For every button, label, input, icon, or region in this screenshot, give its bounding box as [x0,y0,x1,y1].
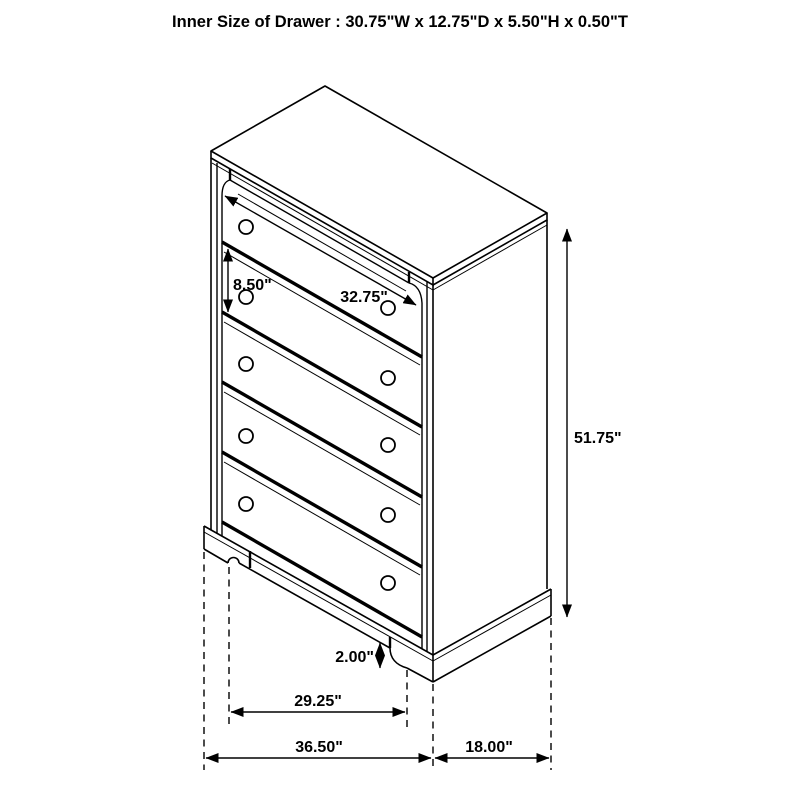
base-right-foot-scroll [390,648,407,668]
base-molding-top-side [433,589,551,655]
base-right-foot-floor [407,668,433,682]
knob-icon [239,497,253,511]
dimension-label: 51.75" [574,430,622,447]
dimension-label: 8.50" [233,277,272,294]
extension-lines [204,552,551,770]
chest-drawing [204,86,551,682]
dimension-feet-inner-spacing [231,693,405,712]
dimension-label: 32.75" [340,289,388,306]
dimension-label: 36.50" [295,739,343,756]
knob-icon [381,371,395,385]
base [204,526,551,682]
dimension-overall-height [567,229,622,617]
knob-icon [381,576,395,590]
base-molding-lip-front [204,532,433,661]
dimension-label: 18.00" [465,739,513,756]
knob-icon [381,438,395,452]
drawer-gap-line [222,312,422,427]
knob-icon [239,220,253,234]
base-bottom-side [433,616,551,682]
dimension-label: 29.25" [294,693,342,710]
base-left-foot-floor [204,549,228,563]
base-left-foot-scroll [228,558,239,564]
drawer-3 [224,322,420,452]
knob-icon [239,429,253,443]
dimension-overall-depth [435,739,549,758]
dimension-foot-height [335,643,380,668]
dimension-label: 2.00" [335,649,374,666]
opening-left-corner [222,180,230,536]
base-molding-lip-side [433,595,551,661]
dimension-overall-width [206,739,431,758]
opening-right-corner [409,283,422,649]
diagram-title: Inner Size of Drawer : 30.75"W x 12.75"D x 5.50"H x 0.50"T [172,13,628,31]
top-panel [211,86,547,290]
knob-icon [381,508,395,522]
base-molding-top-front [204,526,433,655]
knob-icon [239,357,253,371]
